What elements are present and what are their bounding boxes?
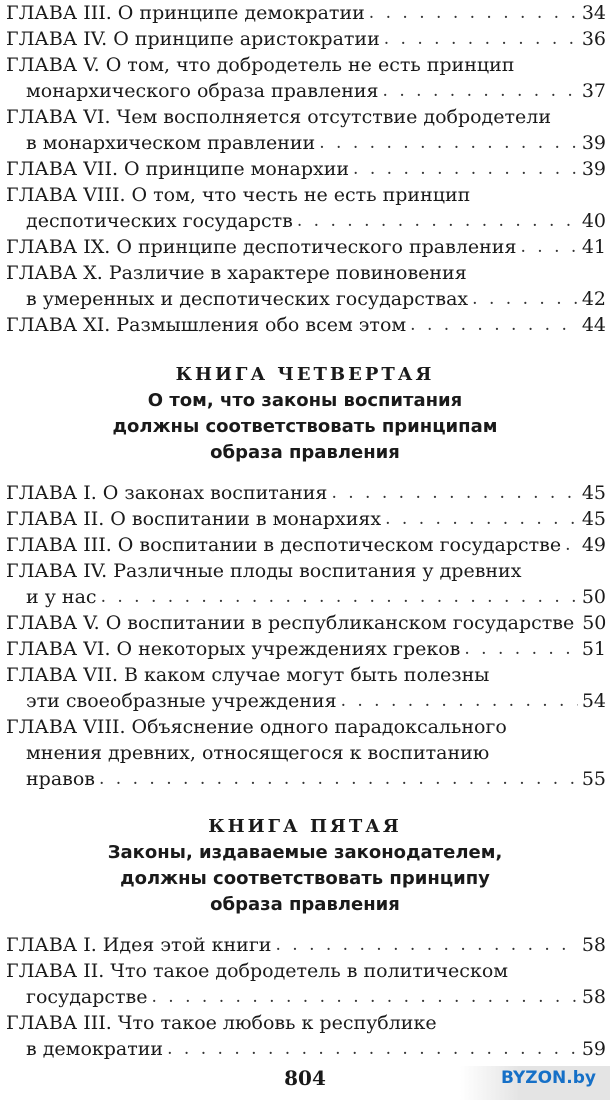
entry-page: 54: [581, 690, 606, 712]
watermark: [460, 1066, 610, 1100]
dot-leader: [319, 130, 578, 156]
entry-page: 49: [581, 534, 606, 556]
dot-leader: [99, 766, 578, 792]
toc-entry: [6, 156, 606, 182]
entry-title: ГЛАВА VII. О принципе монархии: [6, 158, 350, 180]
spacer: [0, 918, 610, 932]
entry-title-continued: деспотических государств: [26, 210, 293, 232]
entry-page: 37: [581, 80, 606, 102]
entry-page: 45: [581, 482, 606, 504]
entry-page: 51: [581, 638, 606, 660]
entry-title: ГЛАВА II. Что такое добродетель в политическом: [6, 960, 509, 982]
entry-title: ГЛАВА V. О воспитании в республиканском государстве: [6, 612, 575, 634]
dot-leader: [101, 584, 578, 610]
entry-title-continued: государстве: [26, 986, 148, 1008]
book-title: КНИГА ПЯТАЯ: [208, 816, 402, 837]
dot-leader: [331, 480, 577, 506]
dot-leader: [341, 688, 578, 714]
toc-entry: [6, 182, 606, 234]
entry-page: 58: [581, 934, 606, 956]
toc-entry: [6, 610, 606, 636]
entry-title-continued: монархического образа правления: [26, 80, 379, 102]
entry-title: ГЛАВА VIII. О том, что честь не есть принцип: [6, 184, 471, 206]
dot-leader: [275, 932, 577, 958]
page-number: 804: [284, 1066, 326, 1090]
spacer: [0, 466, 610, 480]
entry-title: ГЛАВА XI. Размышления обо всем этом: [6, 314, 407, 336]
entry-page: 50: [582, 612, 607, 634]
toc-entry: [6, 532, 606, 558]
toc-section-1: [0, 0, 610, 338]
entry-title: ГЛАВА II. О воспитании в монархиях: [6, 508, 382, 530]
toc-entry: [6, 104, 606, 156]
toc-entry: [6, 662, 606, 714]
dot-leader: [385, 506, 578, 532]
book-subtitle-line: должны соответствовать принципу: [120, 868, 490, 889]
dot-leader: [520, 234, 577, 260]
entry-title: ГЛАВА I. О законах воспитания: [6, 482, 328, 504]
entry-title-continued: и у нас: [26, 586, 97, 608]
entry-page: 44: [581, 314, 606, 336]
toc-entry: [6, 312, 606, 338]
dot-leader: [152, 984, 578, 1010]
toc-section-3: [0, 814, 610, 1062]
toc-entry: [6, 958, 606, 1010]
entry-page: 36: [581, 28, 606, 50]
entry-title-continued: в демократии: [26, 1038, 164, 1060]
toc-entry: [6, 26, 606, 52]
toc-entry: [6, 260, 606, 312]
dot-leader: [353, 156, 578, 182]
dot-leader: [410, 312, 578, 338]
dot-leader: [472, 286, 578, 312]
toc-entry: [6, 234, 606, 260]
watermark-text: BYZON.by: [500, 1068, 596, 1088]
dot-leader: [384, 26, 578, 52]
toc-entry: [6, 0, 606, 26]
entry-page: 59: [581, 1038, 606, 1060]
entry-title: ГЛАВА III. Что такое любовь к республике: [6, 1012, 437, 1034]
entry-title: ГЛАВА III. О принципе демократии: [6, 2, 365, 24]
toc-entry: [6, 480, 606, 506]
toc-entry: [6, 932, 606, 958]
entry-title-continued: в умеренных и деспотических государствах: [26, 288, 469, 310]
entry-title-continued: мнения древних, относящегося к воспитанию: [26, 742, 490, 764]
entry-page: 45: [581, 508, 606, 530]
dot-leader: [565, 532, 578, 558]
entry-title: ГЛАВА IX. О принципе деспотического правления: [6, 236, 517, 258]
entry-page: 34: [581, 2, 606, 24]
entry-title: ГЛАВА I. Идея этой книги: [6, 934, 272, 956]
toc-entry: [6, 1010, 606, 1062]
entry-title: ГЛАВА IV. Различные плоды воспитания у древних: [6, 560, 522, 582]
toc-entry: [6, 636, 606, 662]
entry-title: ГЛАВА III. О воспитании в деспотическом государстве: [6, 534, 562, 556]
entry-page: 55: [581, 768, 606, 790]
entry-page: 41: [581, 236, 606, 258]
book-subtitle-line: образа правления: [210, 442, 400, 463]
toc-entry: [6, 714, 606, 792]
entry-title: ГЛАВА VI. Чем восполняется отсутствие добродетели: [6, 106, 551, 128]
dot-leader: [383, 78, 578, 104]
book-subtitle-line: должны соответствовать принципам: [112, 416, 498, 437]
dot-leader: [167, 1036, 578, 1062]
toc-entry: [6, 558, 606, 610]
entry-title: ГЛАВА VII. В каком случае могут быть полезны: [6, 664, 490, 686]
entry-title: ГЛАВА IV. О принципе аристократии: [6, 28, 380, 50]
toc-entry: [6, 52, 606, 104]
book-subtitle-line: образа правления: [210, 894, 400, 915]
book-subtitle-line: О том, что законы воспитания: [147, 390, 463, 411]
book-title: КНИГА ЧЕТВЕРТАЯ: [175, 364, 435, 385]
entry-title-continued: эти своеобразные учреждения: [26, 690, 337, 712]
entry-title-continued: в монархическом правлении: [26, 132, 316, 154]
entry-page: 58: [581, 986, 606, 1008]
entry-title: ГЛАВА VIII. Объяснение одного парадоксального: [6, 716, 507, 738]
dot-leader: [369, 0, 578, 26]
dot-leader: [297, 208, 578, 234]
entry-page: 42: [581, 288, 606, 310]
book-heading: [0, 362, 610, 466]
book-subtitle-line: Законы, издаваемые законодателем,: [107, 842, 503, 863]
entry-title: ГЛАВА X. Различие в характере повиновения: [6, 262, 467, 284]
entry-page: 39: [581, 132, 606, 154]
entry-title: ГЛАВА VI. О некоторых учреждениях греков: [6, 638, 461, 660]
entry-title-continued: нравов: [26, 768, 95, 790]
entry-page: 40: [581, 210, 606, 232]
entry-title: ГЛАВА V. О том, что добродетель не есть принцип: [6, 54, 515, 76]
book-heading: [0, 814, 610, 918]
dot-leader: [464, 636, 577, 662]
entry-page: 39: [581, 158, 606, 180]
toc-section-2: [0, 362, 610, 792]
entry-page: 50: [581, 586, 606, 608]
toc-entry: [6, 506, 606, 532]
